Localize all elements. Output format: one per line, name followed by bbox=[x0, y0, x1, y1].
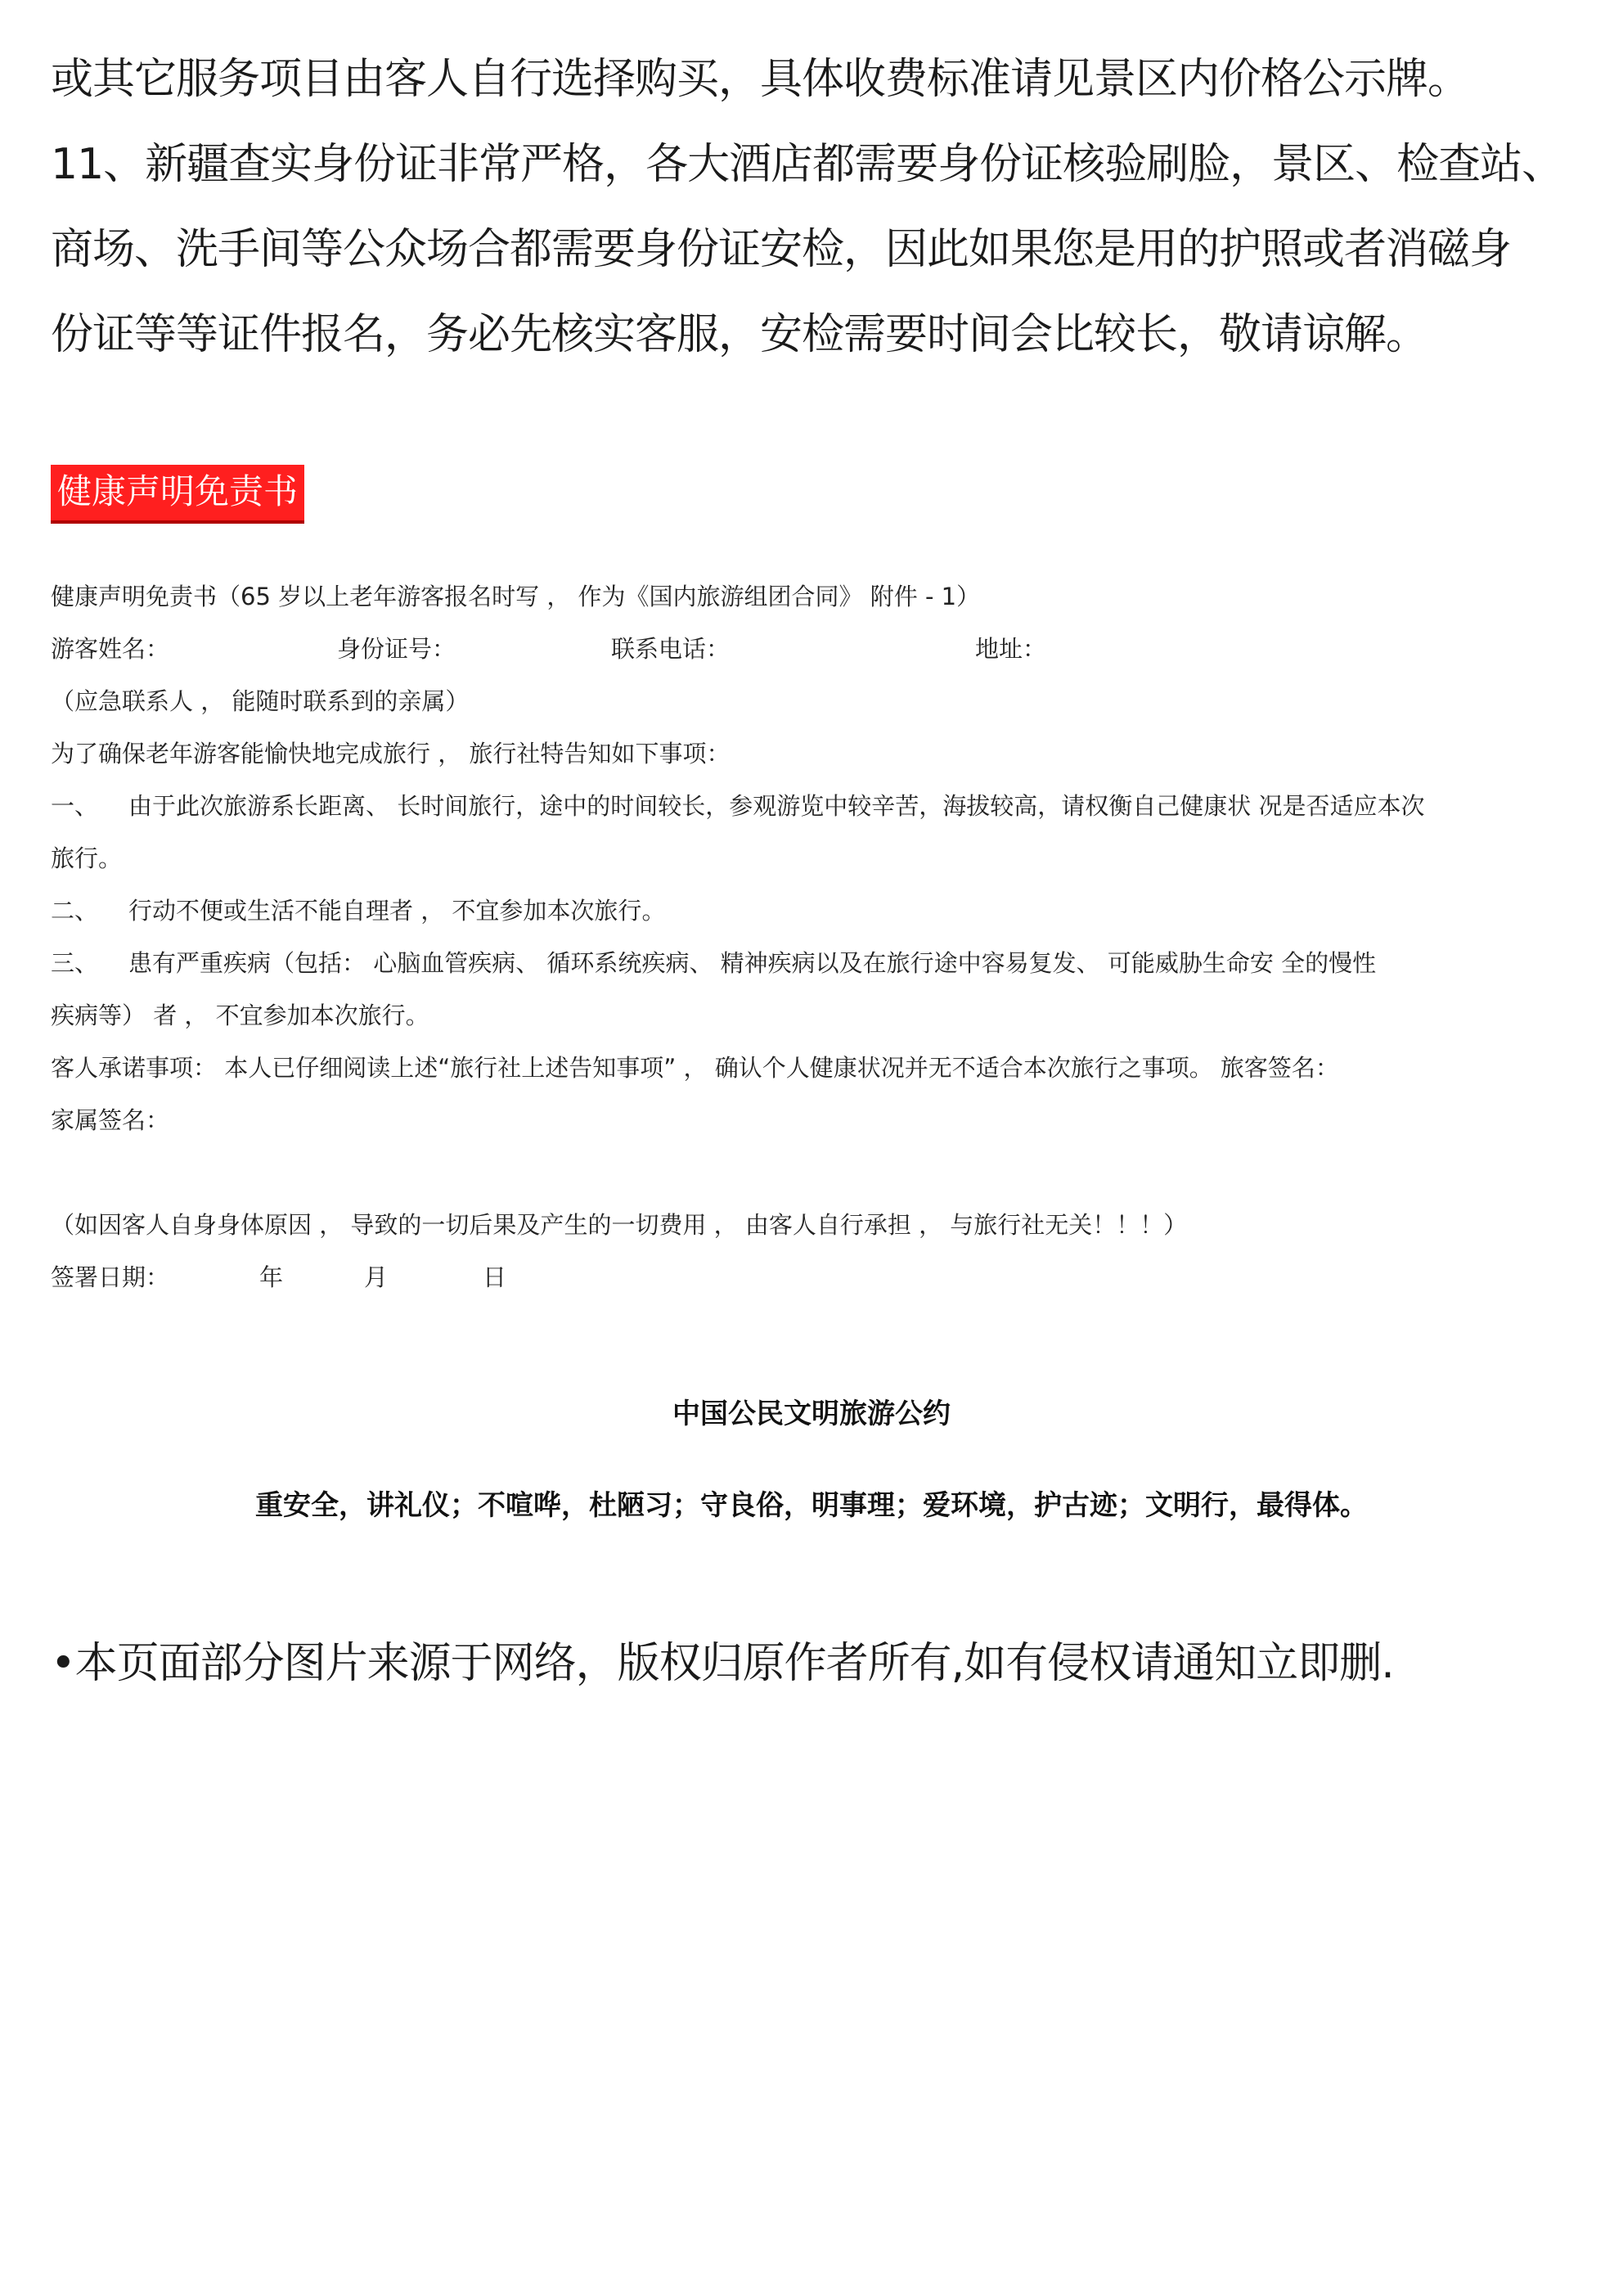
name-label: 游客姓名： bbox=[51, 635, 170, 663]
health-declaration-banner: 健康声明免责书 bbox=[51, 465, 304, 524]
address-label: 地址： bbox=[975, 635, 1047, 663]
item-1-number: 一、 bbox=[51, 792, 99, 820]
form-intro: 为了确保老年游客能愉快地完成旅行 ， 旅行社特告知如下事项： bbox=[51, 740, 731, 768]
item-3 bbox=[51, 937, 1580, 989]
emergency-contact: （应急联系人 ， 能随时联系到的亲属） bbox=[51, 687, 470, 715]
intro-paragraph bbox=[51, 37, 1589, 377]
month-label: 月 bbox=[364, 1263, 389, 1291]
customer-commitment: 客人承诺事项： 本人已仔细阅读上述“旅行社上述告知事项” ， 确认个人健康状况并无不适合本次旅行之事项。 旅客签名： bbox=[51, 1054, 1339, 1082]
intro-line: 份证等等证件报名，务必先核实客服，安检需要时间会比较长，敬请谅解。 bbox=[51, 310, 1428, 359]
disclaimer: （如因客人自身身体原因 ， 导致的一切后果及产生的一切费用 ， 由客人自行承担 ， 与旅行社无关！！！） bbox=[51, 1211, 1188, 1239]
convention-title: 中国公民文明旅游公约 bbox=[672, 1398, 951, 1430]
item-1-text: 由于此次旅游系长距离、 长时间旅行，途中的时间较长，参观游览中较辛苦，海拔较高，请权衡自己健康状 况是否适应本次 bbox=[128, 792, 1425, 820]
signing-date-row bbox=[51, 1251, 1580, 1303]
intro-line: 商场、洗手间等公众场合都需要身份证安检，因此如果您是用的护照或者消磁身 bbox=[51, 225, 1512, 274]
family-signature-label: 家属签名： bbox=[51, 1106, 170, 1134]
spacer bbox=[51, 1146, 1580, 1199]
intro-line: 11、新疆查实身份证非常严格，各大酒店都需要身份证核验刷脸，景区、检查站、 bbox=[51, 140, 1564, 189]
item-3-number: 三、 bbox=[51, 949, 99, 977]
form-header: 健康声明免责书（65 岁以上老年游客报名时写 ， 作为《国内旅游组团合同》 附件 - 1） bbox=[51, 583, 981, 610]
health-declaration-form bbox=[51, 570, 1580, 1303]
year-label: 年 bbox=[259, 1263, 284, 1291]
phone-label: 联系电话： bbox=[611, 635, 731, 663]
item-2-number: 二、 bbox=[51, 897, 99, 925]
day-label: 日 bbox=[483, 1263, 507, 1291]
form-fields-row bbox=[51, 623, 1580, 675]
signing-date-label: 签署日期： bbox=[51, 1263, 170, 1291]
item-1 bbox=[51, 780, 1580, 832]
item-2 bbox=[51, 885, 1580, 937]
copyright-notice: •本页面部分图片来源于网络，版权归原作者所有,如有侵权请通知立即删. bbox=[51, 1639, 1394, 1688]
item-2-text: 行动不便或生活不能自理者 ， 不宜参加本次旅行。 bbox=[128, 897, 666, 925]
convention-text: 重安全，讲礼仪；不喧哗，杜陋习；守良俗，明事理；爱环境，护古迹；文明行，最得体。 bbox=[255, 1489, 1368, 1522]
intro-line: 或其它服务项目由客人自行选择购买，具体收费标准请见景区内价格公示牌。 bbox=[51, 55, 1470, 104]
item-1-continued: 旅行。 bbox=[51, 844, 123, 872]
item-3-continued: 疾病等） 者 ， 不宜参加本次旅行。 bbox=[51, 1002, 429, 1029]
id-label: 身份证号： bbox=[337, 635, 456, 663]
item-3-text: 患有严重疾病（包括： 心脑血管疾病、 循环系统疾病、 精神疾病以及在旅行途中容易复发、 可能威胁生命安 全的慢性 bbox=[128, 949, 1377, 977]
